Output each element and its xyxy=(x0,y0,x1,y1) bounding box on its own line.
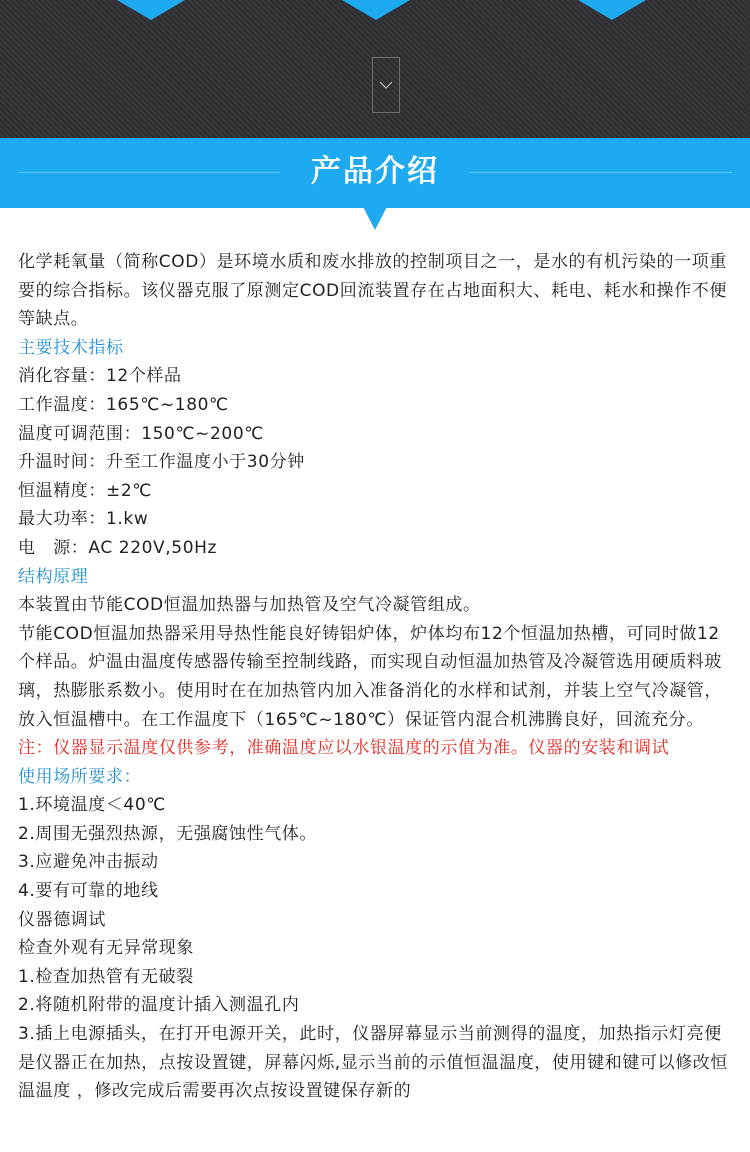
structure-heading: 结构原理 xyxy=(18,566,89,587)
top-decoration xyxy=(0,0,750,138)
debug-step: 2.将随机附带的温度计插入测温孔内 xyxy=(18,995,300,1016)
structure-paragraph: 本装置由节能COD恒温加热器与加热管及空气冷凝管组成。 xyxy=(18,595,481,616)
chevron-down-icon xyxy=(379,80,393,90)
debug-step: 3.插上电源插头，在打开电源开关，此时，仪器屏幕显示当前测得的温度，加热指示灯亮便是仪器正在加热，点按设置键，屏幕闪烁,显示当前的示值恒温温度，使用键和键可以修改恒温温度 ，修改完成后需要再次点按设置键保存新的 xyxy=(18,1024,729,1102)
banner-divider xyxy=(470,172,732,173)
debug-step: 1.检查加热管有无破裂 xyxy=(18,966,194,987)
decor-triangle xyxy=(342,0,410,20)
spec-heading: 主要技术指标 xyxy=(18,337,124,358)
warning-note: 注：仪器显示温度仅供参考，准确温度应以水银温度的示值为准。仪器的安装和调试 xyxy=(18,738,670,759)
spec-item: 升温时间：升至工作温度小于30分钟 xyxy=(18,452,305,473)
scroll-down-button[interactable] xyxy=(372,57,400,113)
usage-item: 4.要有可靠的地线 xyxy=(18,881,159,902)
usage-item: 3.应避免冲击振动 xyxy=(18,852,159,873)
intro-paragraph: 化学耗氧量（简称COD）是环境水质和废水排放的控制项目之一，是水的有机污染的一项重要的综合指标。该仪器克服了原测定COD回流装置存在占地面积大、耗电、耗水和操作不便等缺点。 xyxy=(18,252,727,330)
section-title: 产品介绍 xyxy=(311,154,439,189)
spec-item: 电 源：AC 220V,50Hz xyxy=(18,537,218,558)
decor-triangle xyxy=(117,0,185,20)
banner-divider xyxy=(18,172,280,173)
debug-intro: 检查外观有无异常现象 xyxy=(18,938,194,959)
spec-item: 恒温精度：±2℃ xyxy=(18,480,152,501)
section-banner xyxy=(0,138,750,244)
product-description xyxy=(18,248,734,1106)
usage-item: 1.环境温度＜40℃ xyxy=(18,795,166,816)
decor-triangle xyxy=(578,0,646,20)
debug-heading: 仪器德调试 xyxy=(18,909,106,930)
usage-item: 2.周围无强烈热源，无强腐蚀性气体。 xyxy=(18,823,318,844)
usage-heading: 使用场所要求： xyxy=(18,766,142,787)
structure-paragraph: 节能COD恒温加热器采用导热性能良好铸铝炉体，炉体均布12个恒温加热槽，可同时做12个样品。炉温由温度传感器传输至控制线路，而实现自动恒温加热管及冷凝管选用硬质料玻璃，热膨胀系数小。使用时在在加热管内加入准备消化的水样和试剂，并装上空气冷凝管，放入恒温槽中。在工作温度下（165℃~180℃）保证管内混合机沸腾良好，回流充分。 xyxy=(18,623,722,730)
spec-item: 温度可调范围：150℃~200℃ xyxy=(18,423,264,444)
spec-item: 消化容量：12个样品 xyxy=(18,366,182,387)
spec-item: 最大功率：1.kw xyxy=(18,509,149,530)
spec-item: 工作温度：165℃~180℃ xyxy=(18,394,229,415)
